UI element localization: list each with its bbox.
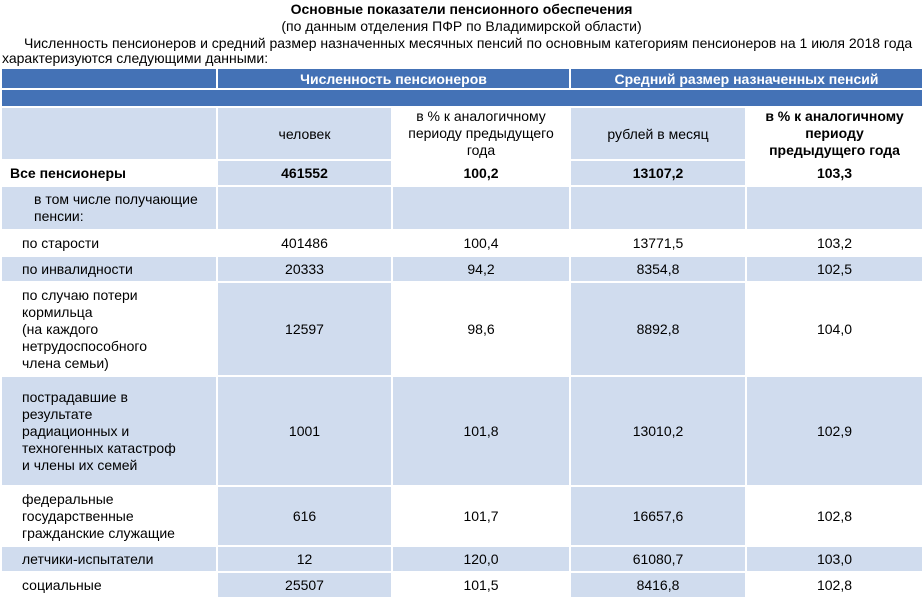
row-people: 616 [217, 486, 392, 546]
header-avg: Средний размер назначенных пенсий [570, 68, 923, 89]
row-rub-pct: 103,0 [746, 546, 923, 572]
row-people-pct: 98,6 [392, 282, 570, 376]
row-rub: 8416,8 [570, 572, 746, 598]
table-row [1, 160, 923, 186]
page-subtitle: (по данным отделения ПФР по Владимирской области) [281, 18, 642, 34]
sub-header-people: человек [217, 107, 392, 160]
row-people [217, 186, 392, 230]
row-rub-pct: 103,2 [746, 230, 923, 256]
header-band [1, 89, 923, 107]
row-people-pct: 100,2 [392, 160, 570, 186]
row-label: пострадавшие в результате радиационных и техногенных катастроф и члены их семей [1, 376, 217, 486]
row-rub-pct [746, 186, 923, 230]
row-rub [570, 186, 746, 230]
row-label: федеральные государственные гражданские служащие [1, 486, 217, 546]
row-label: социальные [1, 572, 217, 598]
row-label: в том числе получающие пенсии: [1, 186, 217, 230]
row-people: 461552 [217, 160, 392, 186]
row-people: 401486 [217, 230, 392, 256]
row-rub: 61080,7 [570, 546, 746, 572]
pension-table [0, 67, 923, 599]
row-label: летчики-испытатели [1, 546, 217, 572]
row-rub-pct: 102,9 [746, 376, 923, 486]
row-people: 12597 [217, 282, 392, 376]
header-corner [1, 68, 217, 89]
table-row [1, 230, 923, 256]
table-row [1, 546, 923, 572]
table-row [1, 572, 923, 598]
group-header-row [1, 68, 923, 89]
row-rub-pct: 103,3 [746, 160, 923, 186]
row-rub-pct: 102,8 [746, 572, 923, 598]
header-count: Численность пенсионеров [217, 68, 570, 89]
sub-header-rub: рублей в месяц [570, 107, 746, 160]
row-rub-pct: 104,0 [746, 282, 923, 376]
table-row [1, 186, 923, 230]
row-people-pct: 94,2 [392, 256, 570, 282]
row-rub: 13107,2 [570, 160, 746, 186]
intro-text: Численность пенсионеров и средний размер назначенных месячных пенсий по основным категориям пенсионеров на 1 июля 2018 года характеризуются следующими данными: [2, 35, 913, 66]
row-rub: 8892,8 [570, 282, 746, 376]
row-people-pct: 101,8 [392, 376, 570, 486]
row-people-pct: 120,0 [392, 546, 570, 572]
row-label: по случаю потери кормильца (на каждого нетрудоспособного члена семьи) [1, 282, 217, 376]
sub-header-row [1, 107, 923, 160]
table-row [1, 256, 923, 282]
table-row [1, 486, 923, 546]
table-row [1, 376, 923, 486]
header-band-row [1, 89, 923, 107]
sub-header-rub-pct: в % к аналогичному периоду предыдущего года [746, 107, 923, 160]
row-people-pct: 101,5 [392, 572, 570, 598]
row-label: по инвалидности [1, 256, 217, 282]
row-people: 25507 [217, 572, 392, 598]
row-label: Все пенсионеры [1, 160, 217, 186]
row-people: 1001 [217, 376, 392, 486]
row-people: 20333 [217, 256, 392, 282]
row-rub: 13010,2 [570, 376, 746, 486]
sub-header-corner [1, 107, 217, 160]
row-people-pct: 101,7 [392, 486, 570, 546]
row-label: по старости [1, 230, 217, 256]
row-rub-pct: 102,5 [746, 256, 923, 282]
row-rub: 8354,8 [570, 256, 746, 282]
row-people: 12 [217, 546, 392, 572]
row-rub: 13771,5 [570, 230, 746, 256]
sub-header-people-pct: в % к аналогичному периоду предыдущего года [392, 107, 570, 160]
row-rub: 16657,6 [570, 486, 746, 546]
row-people-pct [392, 186, 570, 230]
page-title: Основные показатели пенсионного обеспечения [290, 1, 633, 17]
row-people-pct: 100,4 [392, 230, 570, 256]
row-rub-pct: 102,8 [746, 486, 923, 546]
table-row [1, 282, 923, 376]
